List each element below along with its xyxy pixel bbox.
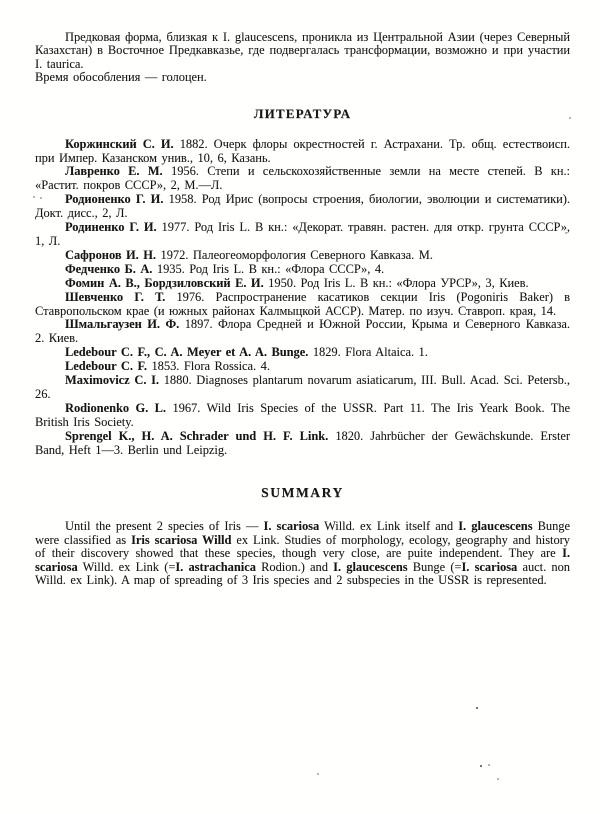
reference-item — [35, 360, 570, 374]
reference-authors: Коржинский С. И. — [65, 136, 174, 151]
scan-speck — [480, 765, 482, 767]
reference-authors: Sprengel K., H. A. Schrader und H. F. Link. — [65, 428, 329, 443]
scan-speck — [33, 196, 35, 198]
reference-text: 1972. Палеогеоморфология Северного Кавказа. М. — [160, 247, 433, 262]
reference-text: 1956. Степи и сельскохозяйственные земли на месте степей. В кн.: «Растит. покров СССР», 2, М.—Л. — [35, 164, 570, 193]
reference-text: 1976. Распространение касатиков секции Iris (Pogoniris Baker) в Ставропольском крае (и южных районах Калмыцкой АССР). Матер. по изуч. Ставроп. края, 14. — [35, 289, 571, 318]
reference-text: 1820. Jahrbücher der Gewächskunde. Erster Band, Heft 1—3. Berlin und Leipzig. — [35, 428, 571, 457]
reference-text: 1967. Wild Iris Species of the USSR. Part 11. The Iris Yeark Book. The British Iris Society. — [35, 400, 571, 429]
reference-authors: Rodionenko G. L. — [65, 400, 167, 415]
reference-authors: Родионенко Г. И. — [65, 192, 164, 207]
scan-speck — [565, 232, 567, 234]
reference-authors: Ledebour C. F., C. A. Meyer et A. A. Bunge. — [65, 345, 309, 360]
scan-speck — [569, 117, 571, 119]
reference-item — [35, 221, 570, 249]
reference-item — [35, 249, 570, 263]
reference-authors: Maximovicz C. I. — [65, 373, 160, 388]
reference-authors: Фомин А. В., Бордзиловский Е. И. — [65, 275, 264, 290]
scan-speck — [40, 197, 42, 199]
literature-heading: ЛИТЕРАТУРА — [253, 105, 352, 121]
reference-list — [35, 138, 570, 458]
reference-authors: Лавренко Е. М. — [65, 164, 163, 179]
scan-speck — [497, 778, 499, 780]
intro-paragraph: Предковая форма, близкая к I. glaucescens, проникла из Центральной Азии (через Северный Казахстан) в Восточное Предкавказье, где подвергалась трансформации, возможно и при участии I. taurica. — [35, 30, 570, 71]
scan-speck — [476, 707, 478, 709]
reference-text: 1958. Род Ирис (вопросы строения, биологии, эволюции и систематики). Докт. дисс., 2, Л. — [35, 192, 570, 221]
reference-item — [35, 402, 570, 430]
intro-paragraph-2: Время обособления — голоцен. — [35, 70, 207, 85]
summary-paragraph: Until the present 2 species of Iris — I. scariosa Willd. ex Link itself and I. glaucescens Bunge were classified as Iris scariosa Willd ex Link. Studies of morphology, ecology, geography and history of their discovery showed that these species, though very close, are puite independent. They are I. scariosa Willd. ex Link (=I. astrachanica Rodion.) and I. glaucescens Bunge (=I. scariosa auct. non Willd. ex Link). A map of spreading of 3 Iris species and 2 subspecies in the USSR is represented. — [35, 519, 570, 588]
reference-item — [35, 430, 570, 458]
reference-item — [35, 291, 570, 319]
reference-item — [35, 165, 570, 193]
reference-item — [35, 138, 570, 166]
reference-text: 1977. Род Iris L. В кн.: «Декорат. травян. растен. для откр. грунта СССР», 1, Л. — [35, 220, 570, 248]
reference-item — [35, 374, 570, 402]
reference-text: 1950. Род Iris L. В кн.: «Флора УРСР», 3, Киев. — [268, 275, 529, 290]
reference-text: 1829. Flora Altaica. 1. — [312, 345, 428, 360]
reference-item — [35, 318, 570, 346]
scan-speck — [488, 764, 490, 766]
scan-speck — [317, 773, 319, 775]
reference-text: 1880. Diagnoses plantarum novarum asiaticarum, III. Bull. Acad. Sci. Petersb., 26. — [35, 373, 570, 401]
reference-authors: Шевченко Г. Т. — [65, 289, 166, 304]
reference-text: 1935. Род Iris L. В кн.: «Флора СССР», 4. — [156, 261, 385, 276]
reference-text: 1853. Flora Rossica. 4. — [151, 359, 270, 374]
reference-authors: Родиненко Г. И. — [65, 220, 157, 235]
reference-authors: Федченко Б. А. — [65, 261, 153, 276]
reference-item — [35, 193, 570, 221]
reference-item — [35, 346, 570, 360]
reference-item — [35, 263, 570, 277]
reference-authors: Ledebour C. F. — [65, 359, 147, 374]
summary-heading: SUMMARY — [261, 485, 344, 501]
reference-authors: Шмальгаузен И. Ф. — [65, 317, 180, 332]
reference-text: 1882. Очерк флоры окрестностей г. Астрахани. Тр. общ. естествоисп. при Импер. Казанском унив., 10, 6, Казань. — [35, 136, 570, 165]
reference-authors: Сафронов И. Н. — [65, 247, 156, 262]
reference-text: 1897. Флора Средней и Южной России, Крыма и Северного Кавказа. 2. Киев. — [35, 317, 571, 346]
reference-item — [35, 277, 570, 291]
